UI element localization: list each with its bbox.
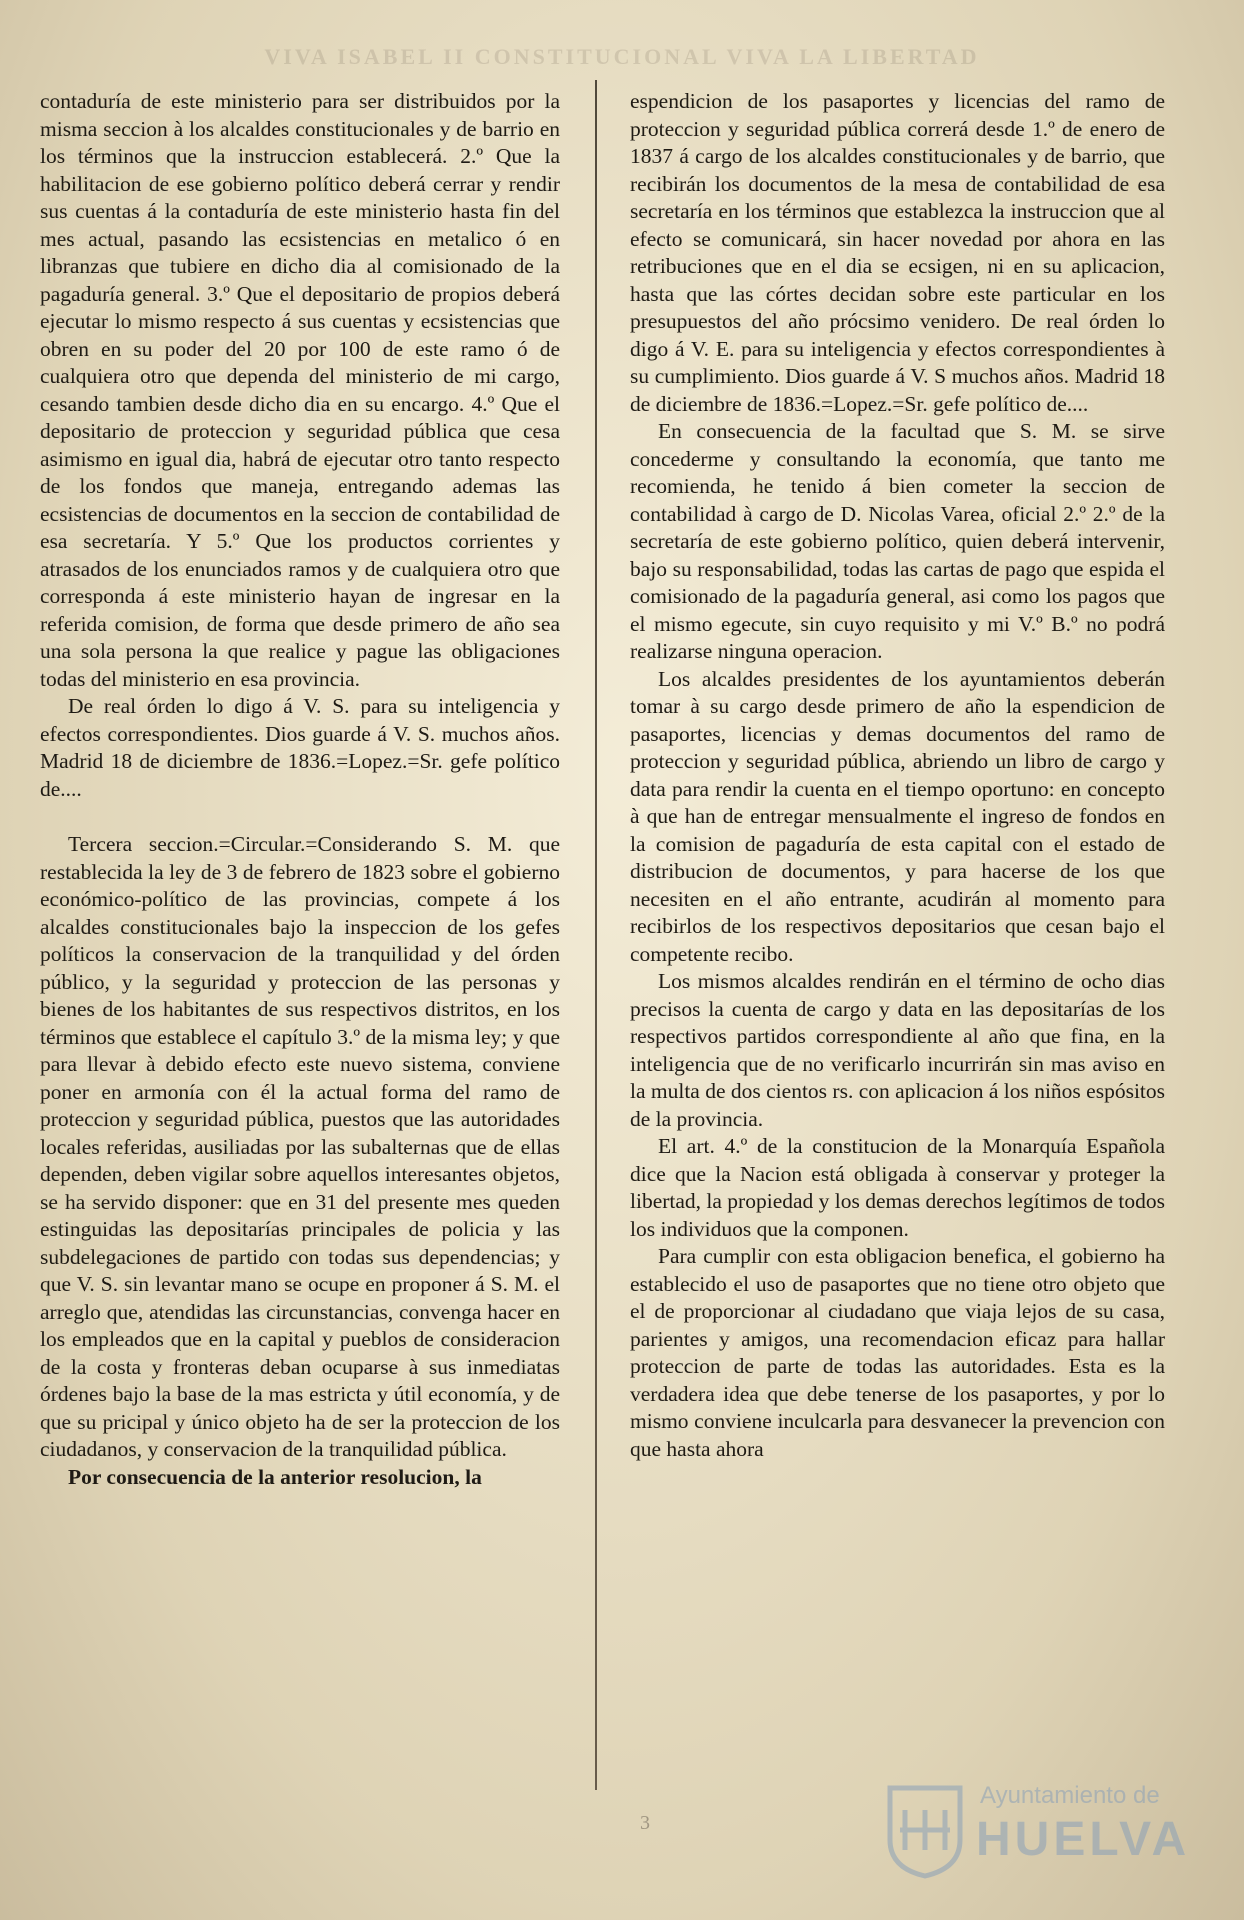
archive-stamp	[880, 1770, 1230, 1900]
left-paragraph-4: Por consecuencia de la anterior resolucion, la	[68, 1464, 482, 1489]
stamp-main-text: HUELVA	[976, 1813, 1191, 1866]
stamp-top-text: Ayuntamiento de	[980, 1782, 1160, 1809]
left-column	[40, 88, 560, 1491]
right-paragraph-3: Los alcaldes presidentes de los ayuntamientos deberán tomar à su cargo desde primero de año la espendicion de pasaportes, licencias y demas documentos del ramo de proteccion y seguridad pública, abriendo un libro de cargo y data para rendir la cuenta en el tiempo oportuno: en concepto à que han de entregar mensualmente el ingreso de fondos en la comision de pagaduría de esta capital con el estado de distribucion de documentos, y para hacerse de los que necesiten en el año entrante, acudirán al momento para recibirlos de los respectivos depositarios que cesan bajo el competente recibo.	[630, 666, 1165, 966]
page-mark: 3	[640, 1812, 656, 1834]
right-paragraph-4: Los mismos alcaldes rendirán en el término de ocho dias precisos la cuenta de cargo y data en las depositarías de los respectivos partidos correspondiente al año que fina, en la inteligencia que de no verificarlo incurrirán sin mas aviso en la multa de dos cientos rs. con aplicacion á los niños espósitos de la provincia.	[630, 969, 1166, 1131]
right-paragraph-2: En consecuencia de la facultad que S. M. se sirve concederme y consultando la economía, que tanto me recomienda, he tenido á bien cometer la seccion de contabilidad à cargo de D. Nicolas Varea, oficial 2.º 2.º de la secretaría de este gobierno político, quien deberá intervenir, bajo su responsabilidad, todas las cartas de pago que espida el comisionado de la pagaduría general, asi como los pagos que el mismo egecute, sin cuyo requisito y mi V.º B.º no podrá realizarse ninguna operacion.	[630, 419, 1165, 663]
running-head: VIVA ISABEL II CONSTITUCIONAL VIVA LA LIBERTAD	[264, 44, 980, 69]
left-paragraph-3: Tercera seccion.=Circular.=Considerando S. M. que restablecida la ley de 3 de febrero de 1823 sobre el gobierno económico-político de las provincias, compete á los alcaldes constitucionales bajo la inspeccion de los gefes políticos la conservacion de la tranquilidad y del órden público, y la seguridad y proteccion de las personas y bienes de los habitantes de sus respectivos distritos, en los términos que establece el capítulo 3.º de la misma ley; y que para llevar à debido efecto este nuevo sistema, conviene poner en armonía con él la actual forma del ramo de proteccion y seguridad pública, puestos que las autoridades locales referidas, ausiliadas por las subalternas que de ellas dependen, deben vigilar sobre aquellos interesantes objetos, se ha servido disponer: que en 31 del presente mes queden estinguidas las depositarías principales de policia y las subdelegaciones de partido con todas sus dependencias; y que V. S. sin levantar mano se ocupe en proponer á S. M. el arreglo que, atendidas las circunstancias, convenga hacer en los empleados que en la capital y pueblos de consideracion de la costa y fronteras deban ocuparse à sus inmediatas órdenes bajo la base de la mas estricta y útil economía, y de que su pricipal y único objeto ha de ser la proteccion de los ciudadanos, y conservacion de la tranquilidad pública.	[40, 832, 560, 1461]
left-paragraph-1: contaduría de este ministerio para ser distribuidos por la misma seccion à los alcaldes constitucionales y de barrio en los términos que la instruccion establecerá. 2.º Que la habilitacion de ese gobierno político deberá cerrar y rendir sus cuentas á la contaduría de este ministerio hasta fin del mes actual, pasando las ecsistencias en metalico ó en libranzas que tubiere en dicho dia al comisionado de la pagaduría general. 3.º Que el depositario de propios deberá ejecutar lo mismo respecto á sus cuentas y ecsistencias que obren en su poder del 20 por 100 de este ramo ó de cualquiera otro que dependa del ministerio de mi cargo, cesando tambien desde dicho dia en su encargo. 4.º Que el depositario de proteccion y seguridad pública que cesa asimismo en igual dia, habrá de ejecutar otro tanto respecto de los fondos que maneja, entregando ademas las ecsistencias de documentos en la seccion de contabilidad de esa secretaría. Y 5.º Que los productos corrientes y atrasados de los enunciados ramos y de cualquiera otro que corresponda á este ministerio hayan de ingresar en la referida comision, de forma que desde primero de año sea una sola persona la que realice y pague las obligaciones todas del ministerio en esa provincia.	[40, 89, 560, 691]
column-divider	[595, 80, 597, 1790]
shield-logo-icon	[880, 1780, 970, 1880]
right-paragraph-1: espendicion de los pasaportes y licencias del ramo de proteccion y seguridad pública correrá desde 1.º de enero de 1837 á cargo de los alcaldes constitucionales y de barrio, que recibirán los documentos de la mesa de contabilidad de esa secretaría en los términos que establezca la instruccion que al efecto se comunicará, sin hacer novedad por ahora en las retribuciones que en el dia se ecsigen, ni en su aplicacion, hasta que las córtes decidan sobre este particular en los presupuestos del año prócsimo venidero. De real órden lo digo á V. E. para su inteligencia y efectos correspondientes à su cumplimiento. Dios guarde á V. S muchos años. Madrid 18 de diciembre de 1836.=Lopez.=Sr. gefe político de....	[630, 89, 1165, 416]
left-paragraph-2: De real órden lo digo á V. S. para su inteligencia y efectos correspondientes. Dios guarde á V. S. muchos años. Madrid 18 de diciembre de 1836.=Lopez.=Sr. gefe político de....	[40, 694, 560, 801]
right-paragraph-5: El art. 4.º de la constitucion de la Monarquía Española dice que la Nacion está obligada à conservar y proteger la libertad, la propiedad y los demas derechos legítimos de todos los individuos que la componen.	[630, 1134, 1165, 1241]
right-paragraph-6: Para cumplir con esta obligacion benefica, el gobierno ha establecido el uso de pasaportes que no tiene otro objeto que el de proporcionar al ciudadano que viaja lejos de su casa, parientes y amigos, una recomendacion eficaz para hallar proteccion de parte de todas las autoridades. Esta es la verdadera idea que debe tenerse de los pasaportes, y por lo mismo conviene inculcarla para desvanecer la prevencion con que hasta ahora	[630, 1244, 1165, 1461]
right-column	[630, 88, 1165, 1463]
